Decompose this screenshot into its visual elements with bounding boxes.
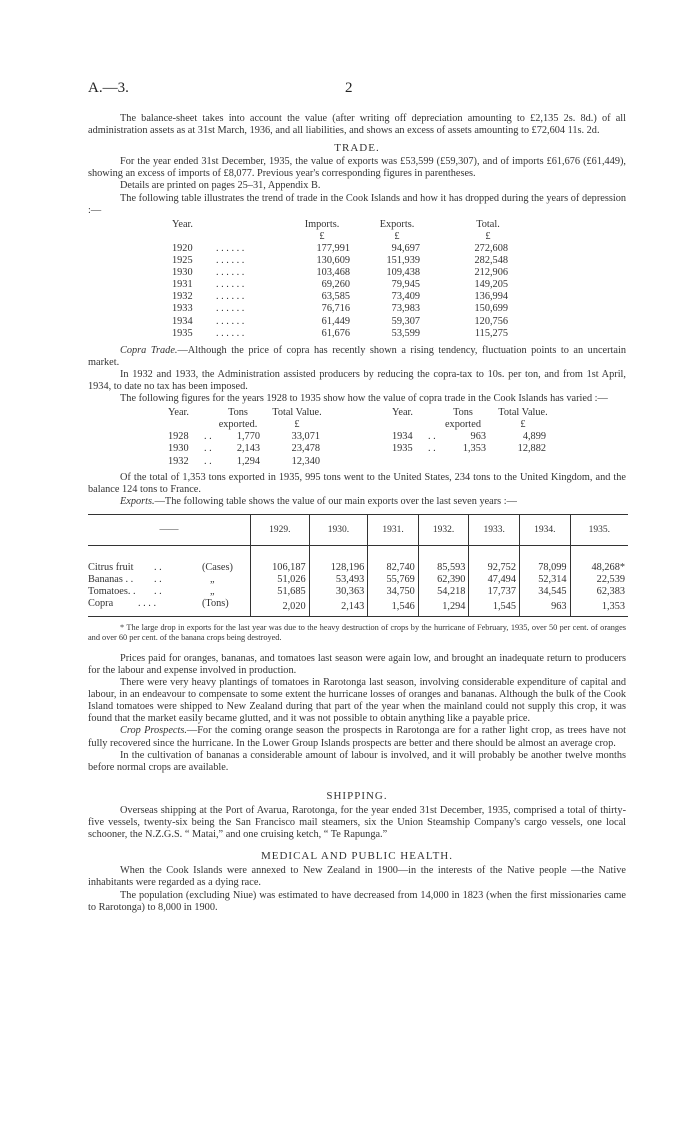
- leader-dots: . . . . . .: [216, 315, 245, 327]
- unit-pound: £: [485, 230, 491, 242]
- table-row: Tomatoes. . . . „ 51,685 30,363 34,750 54,218 17,737 34,545 62,383: [88, 586, 628, 598]
- trade-paragraph-3: The following table illustrates the trend of trade in the Cook Islands and how it has dropped during the years of depression :—: [88, 192, 626, 216]
- table-row: 1930 . . 2,143 23,478 1935 . . 1,353 12,882: [168, 443, 546, 455]
- trade-col-exports: Exports.: [379, 218, 415, 230]
- table-row: 1933 . . . . . . 76,716 73,983 150,699: [172, 303, 508, 315]
- medical-paragraph-1: When the Cook Islands were annexed to New Zealand in 1900—in the interests of the Native people —the Native inhabitants were regarded as a dying race.: [88, 865, 626, 889]
- table-row: Bananas . . . . „ 51,026 53,493 55,769 62,390 47,494 52,314 22,539: [88, 574, 628, 586]
- unit-pound: £: [319, 230, 325, 242]
- trade-col-imports: Imports.: [304, 218, 340, 230]
- trade-trend-table: [172, 219, 532, 340]
- unit-pound: £: [394, 230, 400, 242]
- exports-footnote: * The large drop in exports for the last year was due to the heavy destruction of crops by the hurricane of February, 1935, over 50 per cent. of oranges and over 60 per cent. of the banana crops being destroyed.: [88, 622, 626, 642]
- shipping-heading: SHIPPING.: [326, 789, 388, 802]
- copra-paragraph-2: In 1932 and 1933, the Administration assisted producers by reducing the copra-tax to 10s. per ton, and from 1st April, 1934, to date no tax has been imposed.: [88, 368, 626, 392]
- exports-intro: Exports.—The following table shows the value of our main exports over the last seven years :—: [120, 495, 517, 507]
- copra-table: [168, 407, 560, 467]
- shipping-paragraph: Overseas shipping at the Port of Avarua, Rarotonga, for the year ended 31st December, 1935, comprised a total of thirty-five vessels, twenty-six being the San Francisco mail steamers, six the Union Steamship Company's cargo vessels, one local schooner, the N.Z.G.S. “ Matai,” and one cruising ketch, “ Te Rapunga.”: [88, 804, 626, 841]
- trade-paragraph-2: Details are printed on pages 25–31, Appendix B.: [120, 180, 321, 192]
- medical-paragraph-2: The population (excluding Niue) was estimated to have decreased from 14,000 in 1823 (when the first missionaries came to Rarotonga) to 8,000 in 1900.: [88, 889, 626, 913]
- table-row: 1920 . . . . . . 177,991 94,697 272,608: [172, 242, 508, 254]
- table-row: 1925 . . . . . . 130,609 151,939 282,548: [172, 255, 508, 267]
- table-row: Citrus fruit . . (Cases) 106,187 128,196 82,740 85,593 92,752 78,099 48,268*: [88, 562, 628, 574]
- trade-col-total: Total.: [476, 218, 500, 230]
- leader-dots: . . . . . .: [216, 279, 245, 291]
- trade-paragraph-1: For the year ended 31st December, 1935, the value of exports was £53,599 (£59,307), and of imports £61,676 (£61,449), showing an excess of imports of £8,077. Previous year's corresponding figures in parentheses.: [88, 156, 626, 180]
- copra-table-header: Year. Tons Total Value. Year. Tons Total Value.: [168, 407, 548, 419]
- document-body: [88, 113, 626, 914]
- trade-table-header: [172, 219, 532, 231]
- trade-heading: TRADE.: [334, 142, 380, 155]
- leader-dots: . . . . . .: [216, 291, 245, 303]
- trade-table-units: [172, 231, 532, 243]
- table-row: 1930 . . . . . . 103,468 109,438 212,906: [172, 267, 508, 279]
- document-reference: A.—3.: [88, 80, 129, 96]
- medical-heading: MEDICAL AND PUBLIC HEALTH.: [260, 850, 454, 863]
- table-row: 1928 . . 1,770 33,071 1934 . . 963 4,899: [168, 431, 546, 443]
- leader-dots: . . . . . .: [216, 242, 245, 254]
- balance-sheet-paragraph: The balance-sheet takes into account the value (after writing off depreciation amounting to £2,135 2s. 8d.) of all administration assets as at 31st March, 1936, and all liabilities, and shows an excess of assets amounting to £72,604 11s. 2d.: [88, 113, 626, 137]
- page-number: 2: [345, 80, 353, 96]
- exports-title: Exports.: [120, 495, 155, 507]
- table-row: 1932 . . 1,294 12,340: [168, 455, 320, 467]
- prices-paragraph-2: There were very heavy plantings of tomatoes in Rarotonga last season, involving considerable expenditure of capital and labour, in an endeavour to compensate to some extent the hurricane losses of oranges and bananas. Although the bulk of the Cook Island tomatoes were shipped to New Zealand during that part of the year when the mainland could not supply this crop, it was found that the market easily became glutted, and it was not possible to obtain anything like a payable price.: [88, 677, 626, 725]
- table-row: 1932 . . . . . . 63,585 73,409 136,994: [172, 291, 508, 303]
- leader-dots: . . . . . .: [216, 327, 245, 339]
- table-row: 1934 . . . . . . 61,449 59,307 120,756: [172, 315, 508, 327]
- copra-paragraph-3: The following figures for the years 1928 to 1935 show how the value of copra trade in the Cook Islands has varied :—: [120, 393, 608, 405]
- copra-table-subheader: exported. £ exported £: [218, 419, 526, 431]
- prices-paragraph-1: Prices paid for oranges, bananas, and tomatoes last season were again low, and brought an inadequate return to producers for the labour and expense involved in production.: [88, 652, 626, 676]
- exports-table-header: —— 1929. 1930. 1931. 1932. 1933. 1934. 1935.: [88, 514, 628, 545]
- copra-paragraph-1: Copra Trade.—Although the price of copra has recently shown a rising tendency, fluctuation points to an uncertain market.: [88, 344, 626, 368]
- crop-prospects-title: Crop Prospects.: [120, 725, 187, 737]
- copra-trade-title: Copra Trade.: [120, 344, 178, 356]
- table-row: 1935 . . . . . . 61,676 53,599 115,275: [172, 327, 508, 339]
- table-row: Copra . . . . (Tons) 2,020 2,143 1,546 1,294 1,545 963 1,353: [88, 598, 628, 617]
- exports-table: [88, 514, 628, 617]
- crop-prospects-paragraph: Crop Prospects.—For the coming orange season the prospects in Rarotonga are for a rather light crop, as trees have not fully recovered since the hurricane. In the Lower Group Islands prospects are better and there should be almost an average crop.: [88, 725, 626, 749]
- leader-dots: . . . . . .: [216, 303, 245, 315]
- bananas-paragraph: In the cultivation of bananas a considerable amount of labour is involved, and it will probably be another twelve months before normal crops are available.: [88, 749, 626, 773]
- copra-paragraph-4: Of the total of 1,353 tons exported in 1935, 995 tons went to the United States, 234 tons to the United Kingdom, and the balance 124 tons to France.: [88, 471, 626, 495]
- leader-dots: . . . . . .: [216, 255, 245, 267]
- trade-col-year: Year.: [172, 218, 193, 230]
- leader-dots: . . . . . .: [216, 267, 245, 279]
- table-row: 1931 . . . . . . 69,260 79,945 149,205: [172, 279, 508, 291]
